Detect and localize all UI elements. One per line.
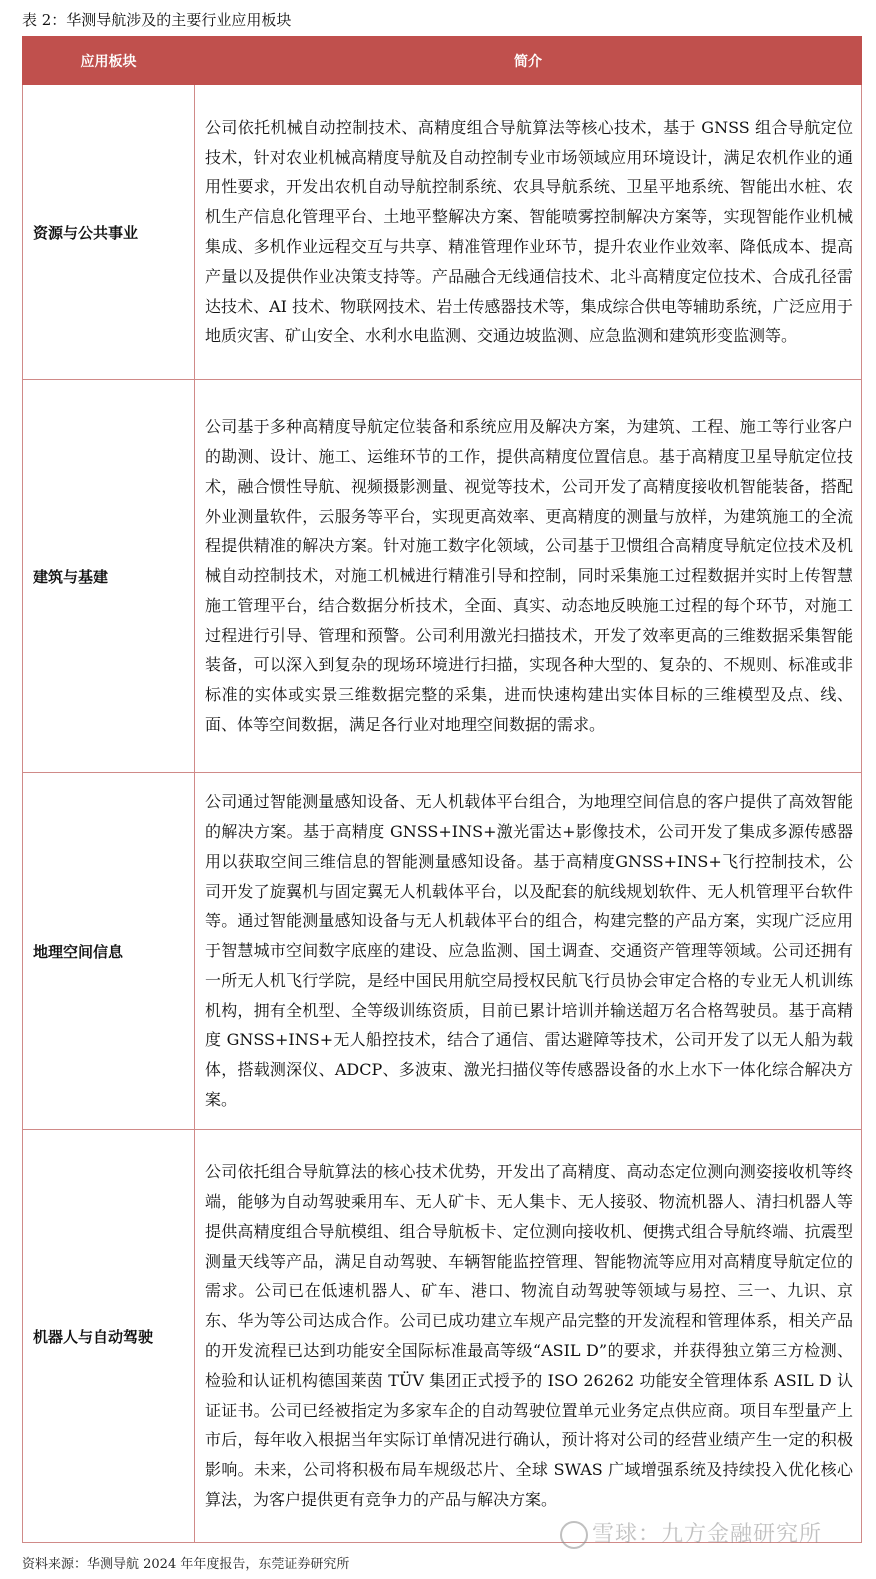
table-caption: 表 2：华测导航涉及的主要行业应用板块 bbox=[22, 11, 292, 29]
watermark-logo-icon bbox=[560, 1521, 588, 1549]
source-note: 资料来源：华测导航 2024 年年度报告，东莞证券研究所 bbox=[22, 1557, 350, 1572]
table-row bbox=[23, 773, 862, 1130]
industry-application-table bbox=[22, 36, 862, 1543]
sector-cell: 建筑与基建 bbox=[23, 380, 195, 773]
description-cell: 公司依托机械自动控制技术、高精度组合导航算法等核心技术，基于 GNSS 组合导航定位技术，针对农业机械高精度导航及自动控制专业市场领域应用环境设计，满足农机作业的通用性要求，开发出农机自动导航控制系统、农具导航系统、卫星平地系统、智能出水桩、农机生产信息化管理平台、土地平整解决方案、智能喷雾控制解决方案等，实现智能作业机械集成、多机作业远程交互与共享、精准管理作业环节，提升农业作业效率、降低成本、提高产量以及提供作业决策支持等。产品融合无线通信技术、北斗高精度定位技术、合成孔径雷达技术、AI 技术、物联网技术、岩土传感器技术等，集成综合供电等辅助系统，广泛应用于地质灾害、矿山安全、水利水电监测、交通边坡监测、应急监测和建筑形变监测等。 bbox=[195, 85, 862, 380]
sector-cell: 机器人与自动驾驶 bbox=[23, 1130, 195, 1543]
table-row bbox=[23, 85, 862, 380]
description-cell: 公司基于多种高精度导航定位装备和系统应用及解决方案，为建筑、工程、施工等行业客户的勘测、设计、施工、运维环节的工作，提供高精度位置信息。基于高精度卫星导航定位技术，融合惯性导航、视频摄影测量、视觉等技术，公司开发了高精度接收机智能装备，搭配外业测量软件，云服务等平台，实现更高效率、更高精度的测量与放样，为建筑施工的全流程提供精准的解决方案。针对施工数字化领域，公司基于卫惯组合高精度导航定位技术及机械自动控制技术，对施工机械进行精准引导和控制，同时采集施工过程数据并实时上传智慧施工管理平台，结合数据分析技术，全面、真实、动态地反映施工过程的每个环节，对施工过程进行引导、管理和预警。公司利用激光扫描技术，开发了效率更高的三维数据采集智能装备，可以深入到复杂的现场环境进行扫描，实现各种大型的、复杂的、不规则、标准或非标准的实体或实景三维数据完整的采集，进而快速构建出实体目标的三维模型及点、线、面、体等空间数据，满足各行业对地理空间数据的需求。 bbox=[195, 380, 862, 773]
table-header-row bbox=[23, 37, 862, 85]
description-cell: 公司通过智能测量感知设备、无人机载体平台组合，为地理空间信息的客户提供了高效智能的解决方案。基于高精度 GNSS+INS+激光雷达+影像技术，公司开发了集成多源传感器用以获取空间三维信息的智能测量感知设备。基于高精度GNSS+INS+飞行控制技术，公司开发了旋翼机与固定翼无人机载体平台，以及配套的航线规划软件、无人机管理平台软件等。通过智能测量感知设备与无人机载体平台的组合，构建完整的产品方案，实现广泛应用于智慧城市空间数字底座的建设、应急监测、国土调查、交通资产管理等领域。公司还拥有一所无人机飞行学院，是经中国民用航空局授权民航飞行员协会审定合格的专业无人机训练机构，拥有全机型、全等级训练资质，目前已累计培训并输送超万名合格驾驶员。基于高精度 GNSS+INS+无人船控技术，结合了通信、雷达避障等技术，公司开发了以无人船为载体，搭载测深仪、ADCP、多波束、激光扫描仪等传感器设备的水上水下一体化综合解决方案。 bbox=[195, 773, 862, 1130]
table-row bbox=[23, 1130, 862, 1543]
watermark-text: 雪球：九方金融研究所 bbox=[592, 1522, 823, 1547]
sector-cell: 资源与公共事业 bbox=[23, 85, 195, 380]
header-sector: 应用板块 bbox=[23, 37, 195, 85]
watermark bbox=[560, 1517, 822, 1549]
header-description: 简介 bbox=[195, 37, 862, 85]
sector-cell: 地理空间信息 bbox=[23, 773, 195, 1130]
table-row bbox=[23, 380, 862, 773]
description-cell: 公司依托组合导航算法的核心技术优势，开发出了高精度、高动态定位测向测姿接收机等终端，能够为自动驾驶乘用车、无人矿卡、无人集卡、无人接驳、物流机器人、清扫机器人等提供高精度组合导航模组、组合导航板卡、定位测向接收机、便携式组合导航终端、抗震型测量天线等产品，满足自动驾驶、车辆智能监控管理、智能物流等应用对高精度导航定位的需求。公司已在低速机器人、矿车、港口、物流自动驾驶等领域与易控、三一、九识、京东、华为等公司达成合作。公司已成功建立车规产品完整的开发流程和管理体系，相关产品的开发流程已达到功能安全国际标准最高等级“ASIL D”的要求，并获得独立第三方检测、检验和认证机构德国莱茵 TÜV 集团正式授予的 ISO 26262 功能安全管理体系 ASIL D 认证证书。公司已经被指定为多家车企的自动驾驶位置单元业务定点供应商。项目车型量产上市后，每年收入根据当年实际订单情况进行确认，预计将对公司的经营业绩产生一定的积极影响。未来，公司将积极布局车规级芯片、全球 SWAS 广域增强系统及持续投入优化核心算法，为客户提供更有竞争力的产品与解决方案。 bbox=[195, 1130, 862, 1543]
